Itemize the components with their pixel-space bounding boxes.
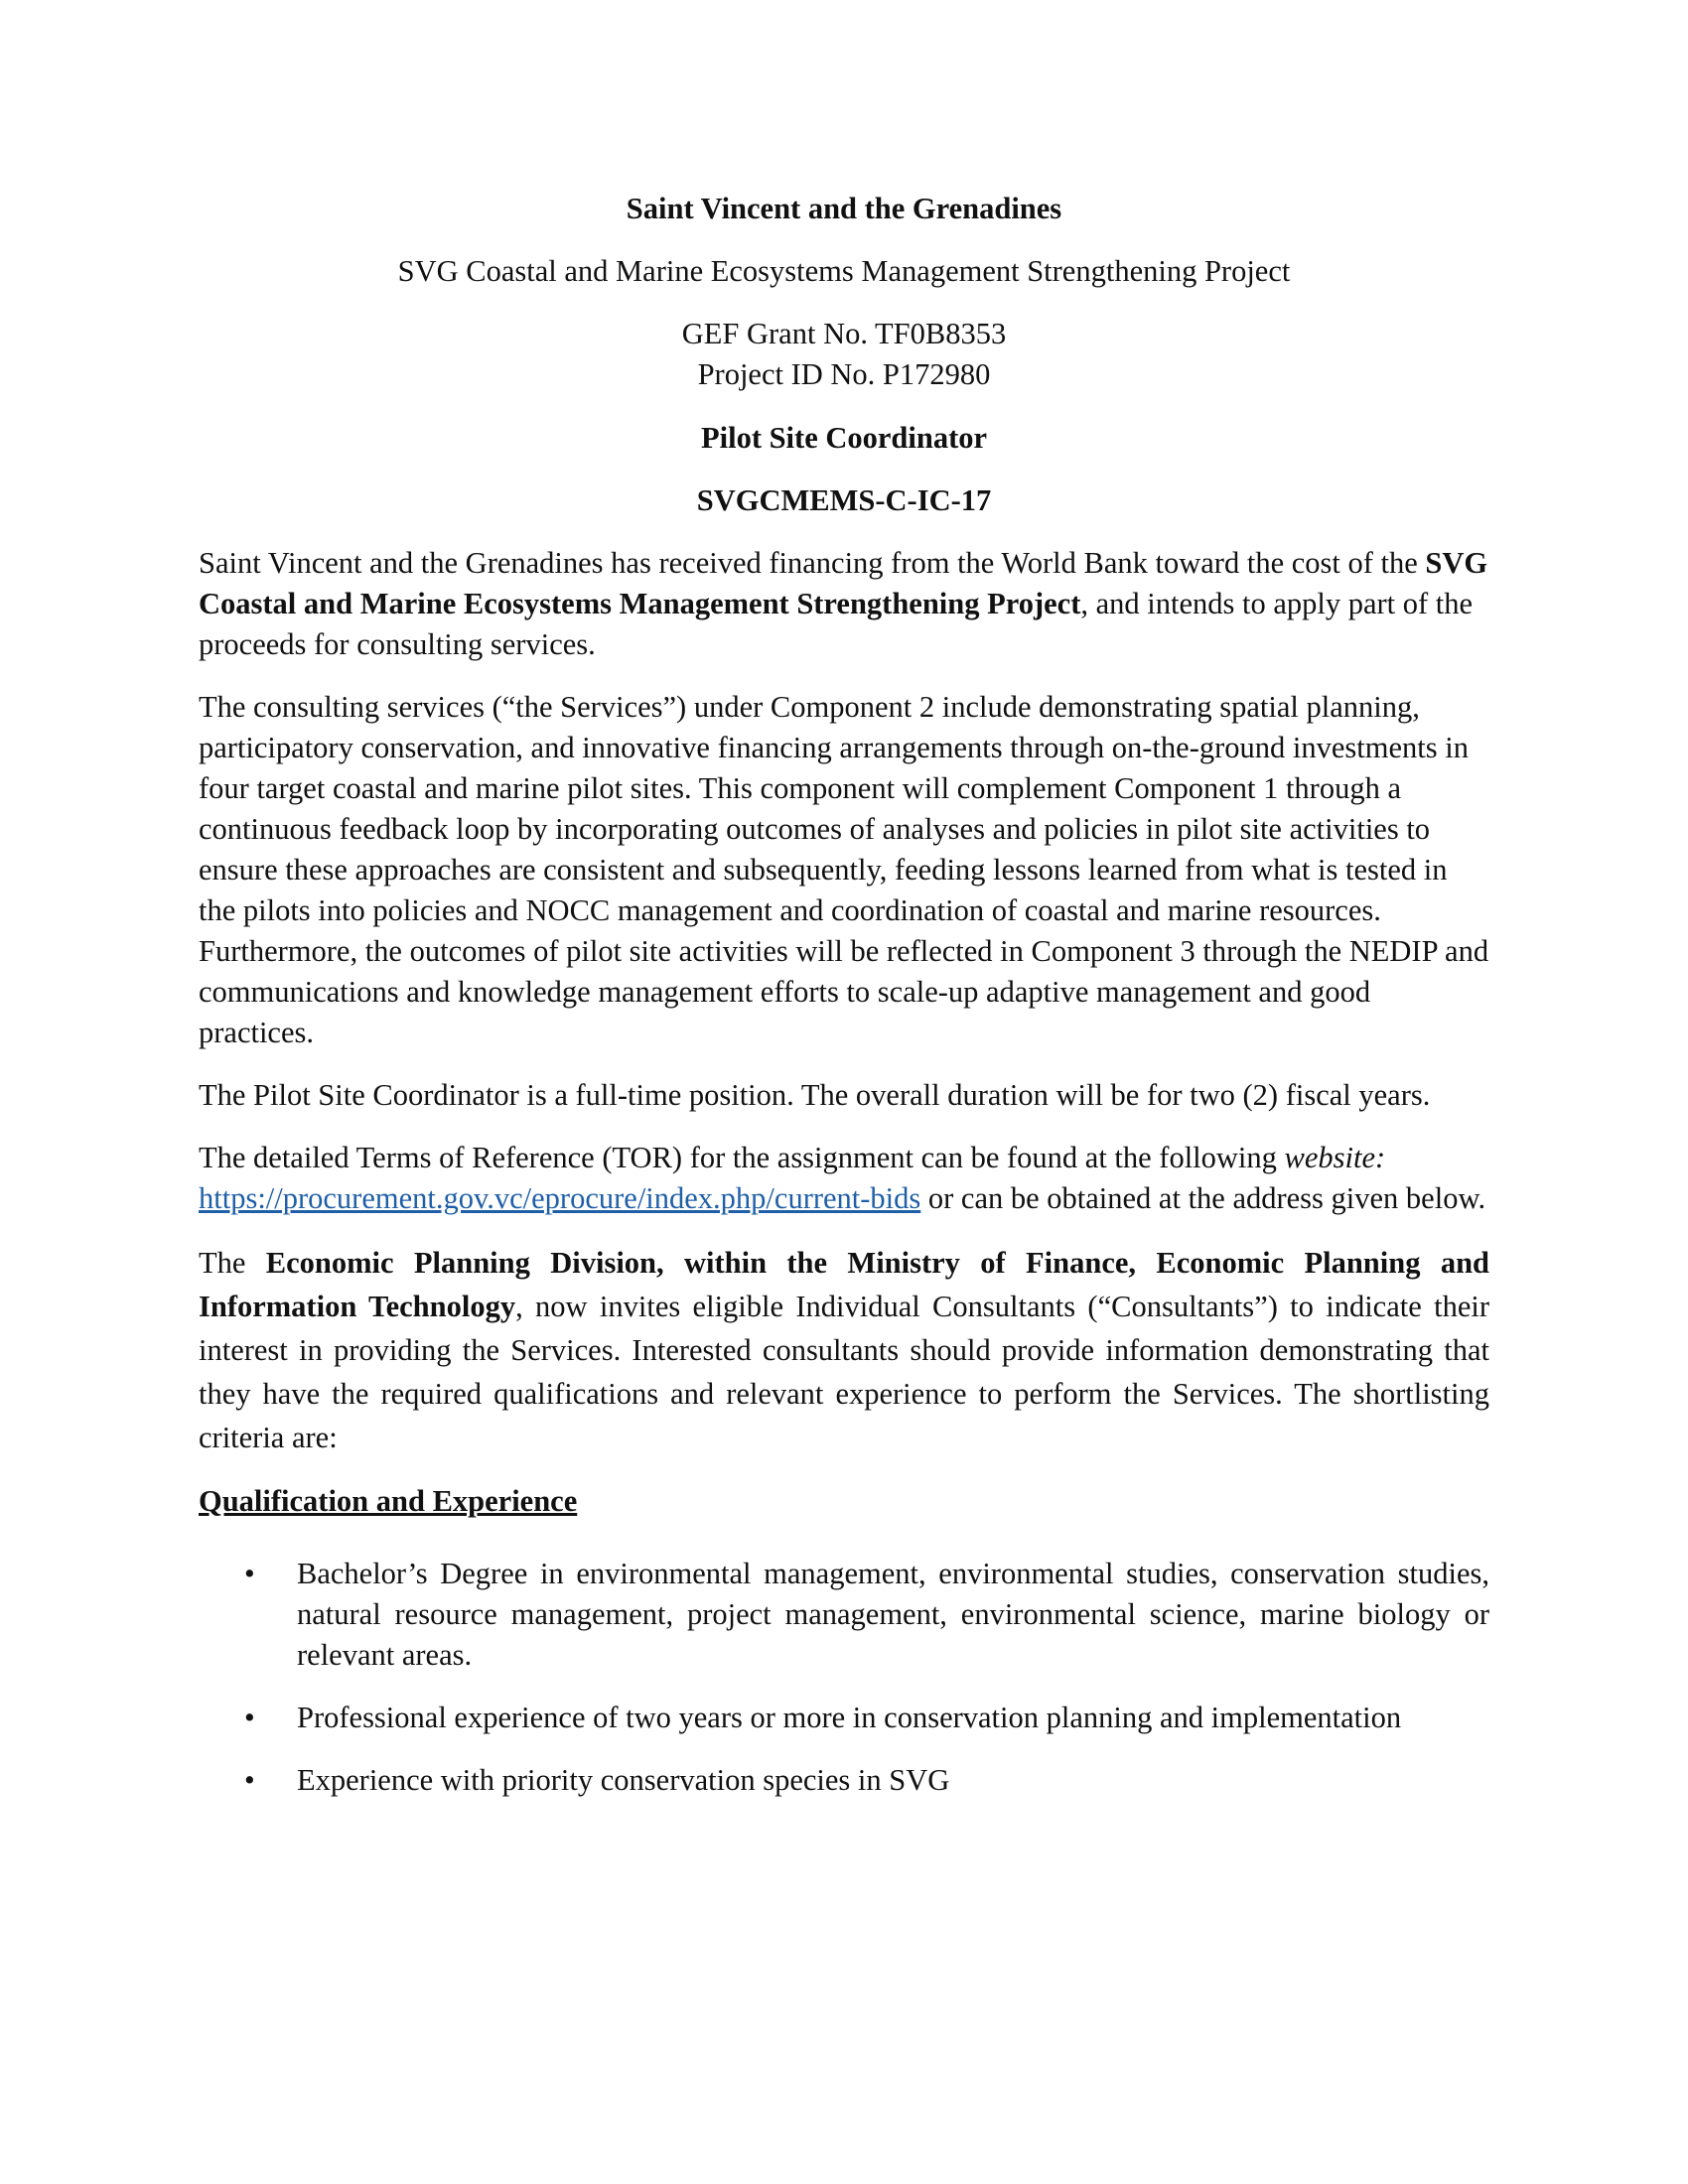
qualification-text: Bachelor’s Degree in environmental management, environmental studies, conservation studies, natural resource management, project management, environmental science, marine biology or relevant areas. (297, 1557, 1489, 1672)
qualification-text: Professional experience of two years or more in conservation planning and implementation (297, 1701, 1402, 1734)
tor-paragraph (199, 1138, 1489, 1219)
qualifications-heading: Qualification and Experience (199, 1484, 578, 1518)
project-name-heading: SVG Coastal and Marine Ecosystems Management Strengthening Project (397, 254, 1291, 288)
invitation-agency: Economic Planning Division, within the Ministry of Finance, Economic Planning and Information Technology (199, 1246, 1489, 1323)
document-page (199, 189, 1489, 1801)
qualification-item-1 (199, 1554, 1489, 1676)
intro-text-end: , and intends to apply part of the proceeds for consulting services. (199, 587, 1474, 661)
qualification-item-2 (199, 1698, 1489, 1738)
intro-paragraph (199, 543, 1489, 665)
position-title: Pilot Site Coordinator (700, 421, 988, 455)
services-paragraph: The consulting services (“the Services”) under Component 2 include demonstrating spatial planning, participatory conservation, and innovative financing arrangements through on-the-ground investments in four target coastal and marine pilot sites. This component will complement Component 1 through a continuous feedback loop by incorporating outcomes of analyses and policies in pilot site activities to ensure these approaches are consistent and subsequently, feeding lessons learned from what is tested in the pilots into policies and NOCC management and coordination of coastal and marine resources. Furthermore, the outcomes of pilot site activities will be reflected in Component 3 through the NEDIP and communications and knowledge management efforts to scale-up adaptive management and good practices. (199, 690, 1489, 1049)
bullet-icon: • (244, 1557, 255, 1590)
qualification-item-3 (199, 1760, 1489, 1801)
intro-project-name: SVG Coastal and Marine Ecosystems Management Strengthening Project (199, 546, 1488, 620)
intro-text-start: Saint Vincent and the Grenadines has received financing from the World Bank toward the cost of the (199, 546, 1426, 580)
duration-paragraph: The Pilot Site Coordinator is a full-time position. The overall duration will be for two (2) fiscal years. (199, 1078, 1431, 1112)
tor-text-start: The detailed Terms of Reference (TOR) for the assignment can be found at the following (199, 1141, 1285, 1174)
qualifications-list (199, 1554, 1489, 1801)
tor-text-end: or can be obtained at the address given below. (920, 1181, 1486, 1215)
invitation-text-end: , now invites eligible Individual Consultants (“Consultants”) to indicate their interest in providing the Services. Interested consultants should provide information demonstrating that they have the required qualifications and relevant experience to perform the Services. The shortlisting criteria are: (199, 1290, 1489, 1454)
grant-number: GEF Grant No. TF0B8353 (681, 317, 1007, 350)
tor-link[interactable]: https://procurement.gov.vc/eprocure/index.php/current-bids (199, 1181, 921, 1215)
invitation-paragraph (199, 1241, 1489, 1459)
project-id: Project ID No. P172980 (697, 357, 991, 391)
bullet-icon: • (244, 1701, 255, 1734)
country-heading: Saint Vincent and the Grenadines (626, 192, 1062, 225)
website-label: website: (1284, 1141, 1386, 1174)
invitation-text-start: The (199, 1246, 266, 1280)
bullet-icon: • (244, 1763, 255, 1797)
reference-code: SVGCMEMS-C-IC-17 (696, 483, 992, 517)
qualification-text: Experience with priority conservation species in SVG (297, 1763, 950, 1797)
